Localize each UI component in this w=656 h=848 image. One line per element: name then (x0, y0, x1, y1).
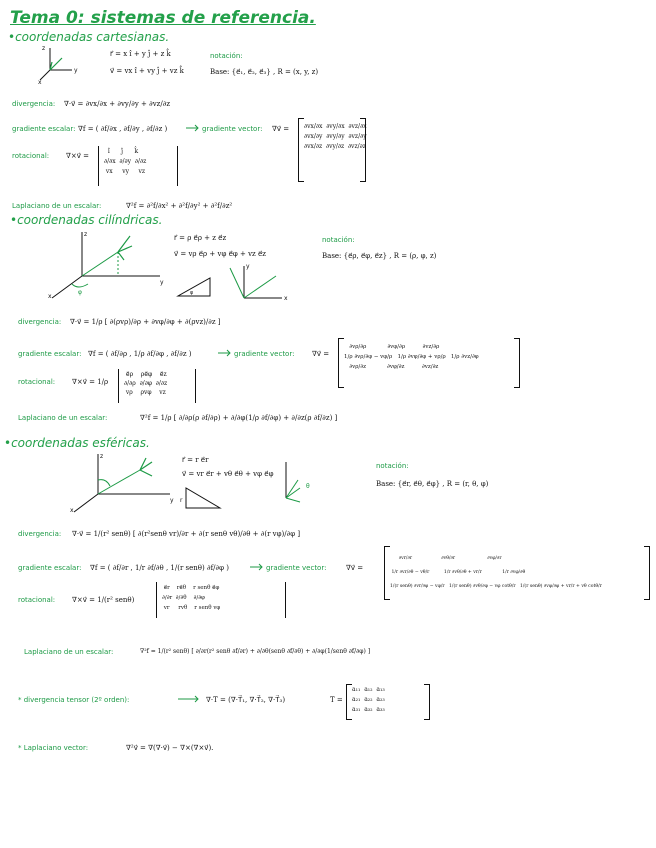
spherical-axes-diagram (70, 450, 180, 516)
sph-v-def: v⃗ = vr e⃗r + vθ e⃗θ + vφ e⃗φ (182, 470, 274, 478)
cart-curl: ∇×v⃗ = (66, 152, 89, 160)
cyl-grad-scalar-label: gradiente escalar: (18, 350, 82, 358)
cyl-grad-vector-matrix: ∂vρ/∂ρ ∂vφ/∂ρ ∂vz/∂ρ 1/ρ ∂vρ/∂φ − vφ/ρ 1/ρ ∂vφ/∂φ + vρ/ρ 1/ρ ∂vz/∂φ ∂vρ/∂z ∂vφ/∂z ∂vz/∂z (344, 344, 479, 370)
cyl-curl: ∇×v⃗ = 1/ρ (72, 378, 109, 386)
cart-laplacian-label: Laplaciano de un escalar: (12, 202, 102, 210)
triangle-diagram (176, 276, 216, 300)
svg-text:r: r (180, 497, 183, 504)
cyl-grad-scalar: ∇f = ( ∂f/∂ρ , 1/ρ ∂f/∂φ , ∂f/∂z ) (88, 350, 192, 358)
arrow-icon (218, 349, 232, 357)
section-spherical: •coordenadas esféricas. (4, 436, 150, 450)
cyl-notation: Base: {e⃗ρ, e⃗φ, e⃗z} , R = (ρ, φ, z) (322, 252, 437, 260)
sph-laplacian-label: Laplaciano de un escalar: (24, 648, 114, 656)
section-cylindrical: •coordenadas cilíndricas. (10, 213, 163, 227)
cart-laplacian: ∇²f = ∂²f/∂x² + ∂²f/∂y² + ∂²f/∂z² (126, 202, 233, 210)
svg-text:y: y (170, 497, 174, 504)
svg-text:y: y (246, 263, 250, 270)
cyl-notation-label: notación: (322, 236, 355, 244)
svg-text:φ: φ (190, 290, 194, 296)
cart-divergence-label: divergencia: (12, 100, 56, 108)
svg-text:x: x (48, 293, 52, 300)
cyl-v-def: v⃗ = vρ e⃗ρ + vφ e⃗φ + vz e⃗z (174, 250, 266, 258)
tensor-matrix: a₁₁ a₁₂ a₁₃ a₂₁ a₂₂ a₂₃ a₃₁ a₃₂ a₃₃ (352, 686, 385, 713)
sph-curl: ∇×v⃗ = 1/(r² senθ) (72, 596, 135, 604)
cyl-curl-label: rotacional: (18, 378, 56, 386)
tensor-T: T = (330, 696, 343, 704)
cyl-grad-vector-label: gradiente vector: (234, 350, 295, 358)
svg-text:z: z (100, 453, 104, 460)
sph-curl-label: rotacional: (18, 596, 56, 604)
sph-curl-matrix: e⃗r re⃗θ r senθ e⃗φ ∂/∂r ∂/∂θ ∂/∂φ vr rvθ r senθ vφ (162, 585, 221, 611)
svg-text:x: x (70, 507, 74, 514)
cyl-laplacian-label: Laplaciano de un escalar: (18, 414, 108, 422)
cart-grad-vector-label: gradiente vector: (202, 125, 263, 133)
arrow-icon (250, 563, 264, 571)
cartesian-axes-diagram (38, 44, 98, 84)
cylindrical-axes-diagram (48, 228, 168, 300)
sph-grad-vector-matrix: ∂vr/∂r ∂vθ/∂r ∂vφ/∂r 1/r ∂vr/∂θ − vθ/r 1/r ∂vθ/∂θ + vr/r 1/r ∂vφ/∂θ 1/(r senθ) ∂vr/∂φ − vφ/r 1/(r senθ) ∂vθ/∂φ − vφ cotθ/r 1/(r senθ) ∂vφ/∂φ + vr/r + vθ cotθ/r (390, 556, 602, 589)
cyl-grad-vector: ∇v⃗ = (312, 350, 330, 358)
cart-grad-vector-matrix: ∂vx/∂x ∂vy/∂x ∂vz/∂x ∂vx/∂y ∂vy/∂y ∂vz/∂y ∂vx/∂z ∂vy/∂z ∂vz/∂z (304, 123, 367, 150)
sph-grad-scalar-label: gradiente escalar: (18, 564, 82, 572)
vector-laplacian: ∇²v⃗ = ∇(∇·v⃗) − ∇×(∇×v⃗). (126, 744, 214, 752)
axis-y-label: y (74, 67, 78, 74)
cart-grad-scalar: ∇f = ( ∂f/∂x , ∂f/∂y , ∂f/∂z ) (78, 125, 168, 133)
svg-text:y: y (160, 279, 164, 286)
cylindrical-basis-diagram (226, 262, 290, 304)
svg-text:x: x (284, 295, 288, 302)
cart-divergence: ∇·v⃗ = ∂vx/∂x + ∂vy/∂y + ∂vz/∂z (64, 100, 171, 108)
cyl-laplacian: ∇²f = 1/ρ [ ∂/∂ρ(ρ ∂f/∂ρ) + ∂/∂φ(1/ρ ∂f/∂φ) + ∂/∂z(ρ ∂f/∂z) ] (140, 414, 338, 422)
cart-notation: Base: {e⃗₁, e⃗₂, e⃗₃} , R = (x, y, z) (210, 68, 319, 76)
vector-laplacian-label: * Laplaciano vector: (18, 744, 89, 752)
cart-curl-matrix: î ĵ k̂ ∂/∂x ∂/∂y ∂/∂z vx vy vz (104, 148, 147, 175)
sph-grad-scalar: ∇f = ( ∂f/∂r , 1/r ∂f/∂θ , 1/(r senθ) ∂f/∂φ ) (90, 564, 229, 572)
cart-grad-scalar-label: gradiente escalar: (12, 125, 76, 133)
sph-grad-vector: ∇v⃗ = (346, 564, 364, 572)
cyl-divergence: ∇·v⃗ = 1/ρ [ ∂(ρvρ)/∂ρ + ∂vφ/∂φ + ∂(ρvz)/∂z ] (70, 318, 221, 326)
axis-x-label: x (38, 79, 42, 86)
sph-notation-label: notación: (376, 462, 409, 470)
triangle-diagram (180, 484, 226, 512)
sph-grad-vector-label: gradiente vector: (266, 564, 327, 572)
sph-divergence-label: divergencia: (18, 530, 62, 538)
cart-grad-vector: ∇v⃗ = (272, 125, 290, 133)
svg-text:z: z (84, 231, 88, 238)
svg-text:φ: φ (78, 289, 82, 296)
cart-notation-label: notación: (210, 52, 243, 60)
cart-curl-label: rotacional: (12, 152, 50, 160)
tensor-divergence-label: * divergencia tensor (2º orden): (18, 696, 130, 704)
cyl-curl-matrix: e⃗ρ ρe⃗φ e⃗z ∂/∂ρ ∂/∂φ ∂/∂z vρ ρvφ vz (124, 371, 168, 396)
spherical-basis-diagram (272, 458, 342, 504)
cyl-divergence-label: divergencia: (18, 318, 62, 326)
axis-z-label: z (42, 45, 46, 52)
section-cartesian: •coordenadas cartesianas. (8, 30, 170, 44)
arrow-icon (178, 695, 202, 703)
cyl-r-def: r⃗ = ρ e⃗ρ + z e⃗z (174, 234, 227, 242)
cart-r-def: r⃗ = x î + y ĵ + z k̂ (110, 50, 171, 58)
sph-r-def: r⃗ = r e⃗r (182, 456, 209, 464)
arrow-icon (186, 124, 200, 132)
cart-v-def: v⃗ = vx î + vy ĵ + vz k̂ (110, 67, 184, 75)
sph-laplacian: ∇²f = 1/(r² senθ) [ ∂/∂r(r² senθ ∂f/∂r) + ∂/∂θ(senθ ∂f/∂θ) + ∂/∂φ(1/senθ ∂f/∂φ) ] (140, 648, 371, 655)
tensor-divergence: ∇·T = (∇·T⃗₁, ∇·T⃗₂, ∇·T⃗₃) (206, 696, 286, 704)
sph-divergence: ∇·v⃗ = 1/(r² senθ) [ ∂(r²senθ vr)/∂r + ∂(r senθ vθ)/∂θ + ∂(r vφ)/∂φ ] (72, 530, 301, 538)
svg-text:θ: θ (306, 483, 310, 490)
page-title: Tema 0: sistemas de referencia. (10, 8, 316, 28)
sph-notation: Base: {e⃗r, e⃗θ, e⃗φ} , R = (r, θ, φ) (376, 480, 489, 488)
